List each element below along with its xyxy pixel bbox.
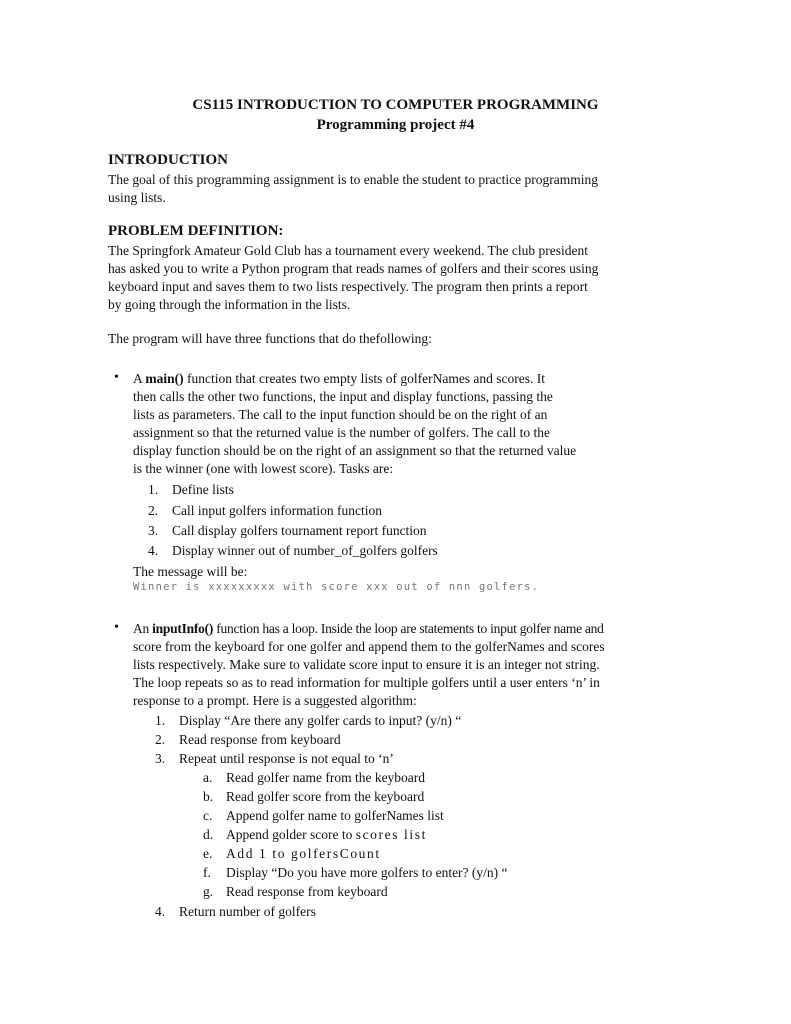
substep-letter: d.	[203, 827, 214, 842]
input-line: lists respectively. Make sure to validate score input to ensure it is an integer not string.	[133, 657, 600, 672]
bullet-main: •	[114, 370, 119, 385]
message-label: The message will be:	[133, 564, 248, 579]
introduction-heading: INTRODUCTION	[108, 152, 229, 168]
substep-letter: c.	[203, 808, 213, 823]
substep-letter: g.	[203, 884, 214, 899]
step-number: 3.	[155, 751, 166, 766]
main-line: lists as parameters. The call to the input function should be on the right of an	[133, 407, 548, 422]
task-text: Call display golfers tournament report function	[172, 523, 427, 538]
main-line: then calls the other two functions, the input and display functions, passing the	[133, 389, 553, 404]
task-text: Display winner out of number_of_golfers golfers	[172, 543, 438, 558]
input-rest: function has a loop. Inside the loop are statements to input golfer name and	[213, 621, 604, 636]
task-number: 1.	[148, 482, 159, 497]
input-function-line	[133, 620, 604, 638]
substep-letter: b.	[203, 789, 214, 804]
main-line: display function should be on the right of an assignment so that the returned value	[133, 443, 577, 458]
input-line: score from the keyboard for one golfer and append them to the golferNames and scores	[133, 639, 605, 654]
main-line: assignment so that the returned value is the number of golfers. The call to the	[133, 425, 551, 440]
task-number: 2.	[148, 503, 159, 518]
problem-line: keyboard input and saves them to two lists respectively. The program then prints a report	[108, 279, 588, 294]
step-number: 2.	[155, 732, 166, 747]
input-prefix: An	[133, 621, 153, 636]
substep-text	[226, 827, 427, 843]
input-line: response to a prompt. Here is a suggested algorithm:	[133, 693, 417, 708]
task-text: Call input golfers information function	[172, 503, 382, 518]
substep-text: Display “Do you have more golfers to enter? (y/n) “	[226, 865, 508, 880]
input-function-name: inputInfo()	[152, 621, 214, 636]
problem-definition-heading: PROBLEM DEFINITION:	[108, 223, 284, 239]
step-text: Display “Are there any golfer cards to input? (y/n) “	[179, 713, 462, 728]
substep-text: Read golfer name from the keyboard	[226, 770, 426, 785]
substep-text: Add 1 to golfersCount	[226, 846, 381, 861]
problem-line: has asked you to write a Python program that reads names of golfers and their scores using	[108, 261, 599, 276]
step-text: Return number of golfers	[179, 904, 316, 919]
step-text: Read response from keyboard	[179, 732, 341, 747]
task-number: 3.	[148, 523, 159, 538]
substep-text-plain: Append golder score to	[226, 827, 356, 842]
main-function-name: main()	[145, 371, 184, 386]
main-line: is the winner (one with lowest score). Tasks are:	[133, 461, 394, 476]
introduction-line: using lists.	[108, 190, 166, 205]
input-line: The loop repeats so as to read information for multiple golfers until a user enters ‘n’ in	[133, 675, 600, 690]
main-function-line	[133, 370, 545, 388]
step-number: 4.	[155, 904, 166, 919]
task-text: Define lists	[172, 482, 234, 497]
functions-intro: The program will have three functions that do thefollowing:	[108, 331, 432, 346]
main-prefix: A	[133, 371, 146, 386]
bullet-input: •	[114, 620, 119, 635]
document-subtitle: Programming project #4	[316, 117, 475, 133]
step-text: Repeat until response is not equal to ‘n’	[179, 751, 394, 766]
problem-line: The Springfork Amateur Gold Club has a tournament every weekend. The club president	[108, 243, 588, 258]
introduction-line: The goal of this programming assignment is to enable the student to practice programming	[108, 172, 599, 187]
substep-text: Append golfer name to golferNames list	[226, 808, 444, 823]
substep-text: Read response from keyboard	[226, 884, 388, 899]
substep-text: Read golfer score from the keyboard	[226, 789, 425, 804]
document-title: CS115 INTRODUCTION TO COMPUTER PROGRAMMING	[192, 97, 599, 113]
main-rest: function that creates two empty lists of golferNames and scores. It	[183, 371, 546, 386]
substep-letter: f.	[203, 865, 211, 880]
problem-line: by going through the information in the lists.	[108, 297, 351, 312]
winner-message: Winner is xxxxxxxxx with score xxx out of nnn golfers.	[133, 581, 540, 593]
substep-letter: e.	[203, 846, 213, 861]
step-number: 1.	[155, 713, 166, 728]
substep-text-spaced: scores list	[355, 827, 427, 842]
substep-letter: a.	[203, 770, 213, 785]
task-number: 4.	[148, 543, 159, 558]
